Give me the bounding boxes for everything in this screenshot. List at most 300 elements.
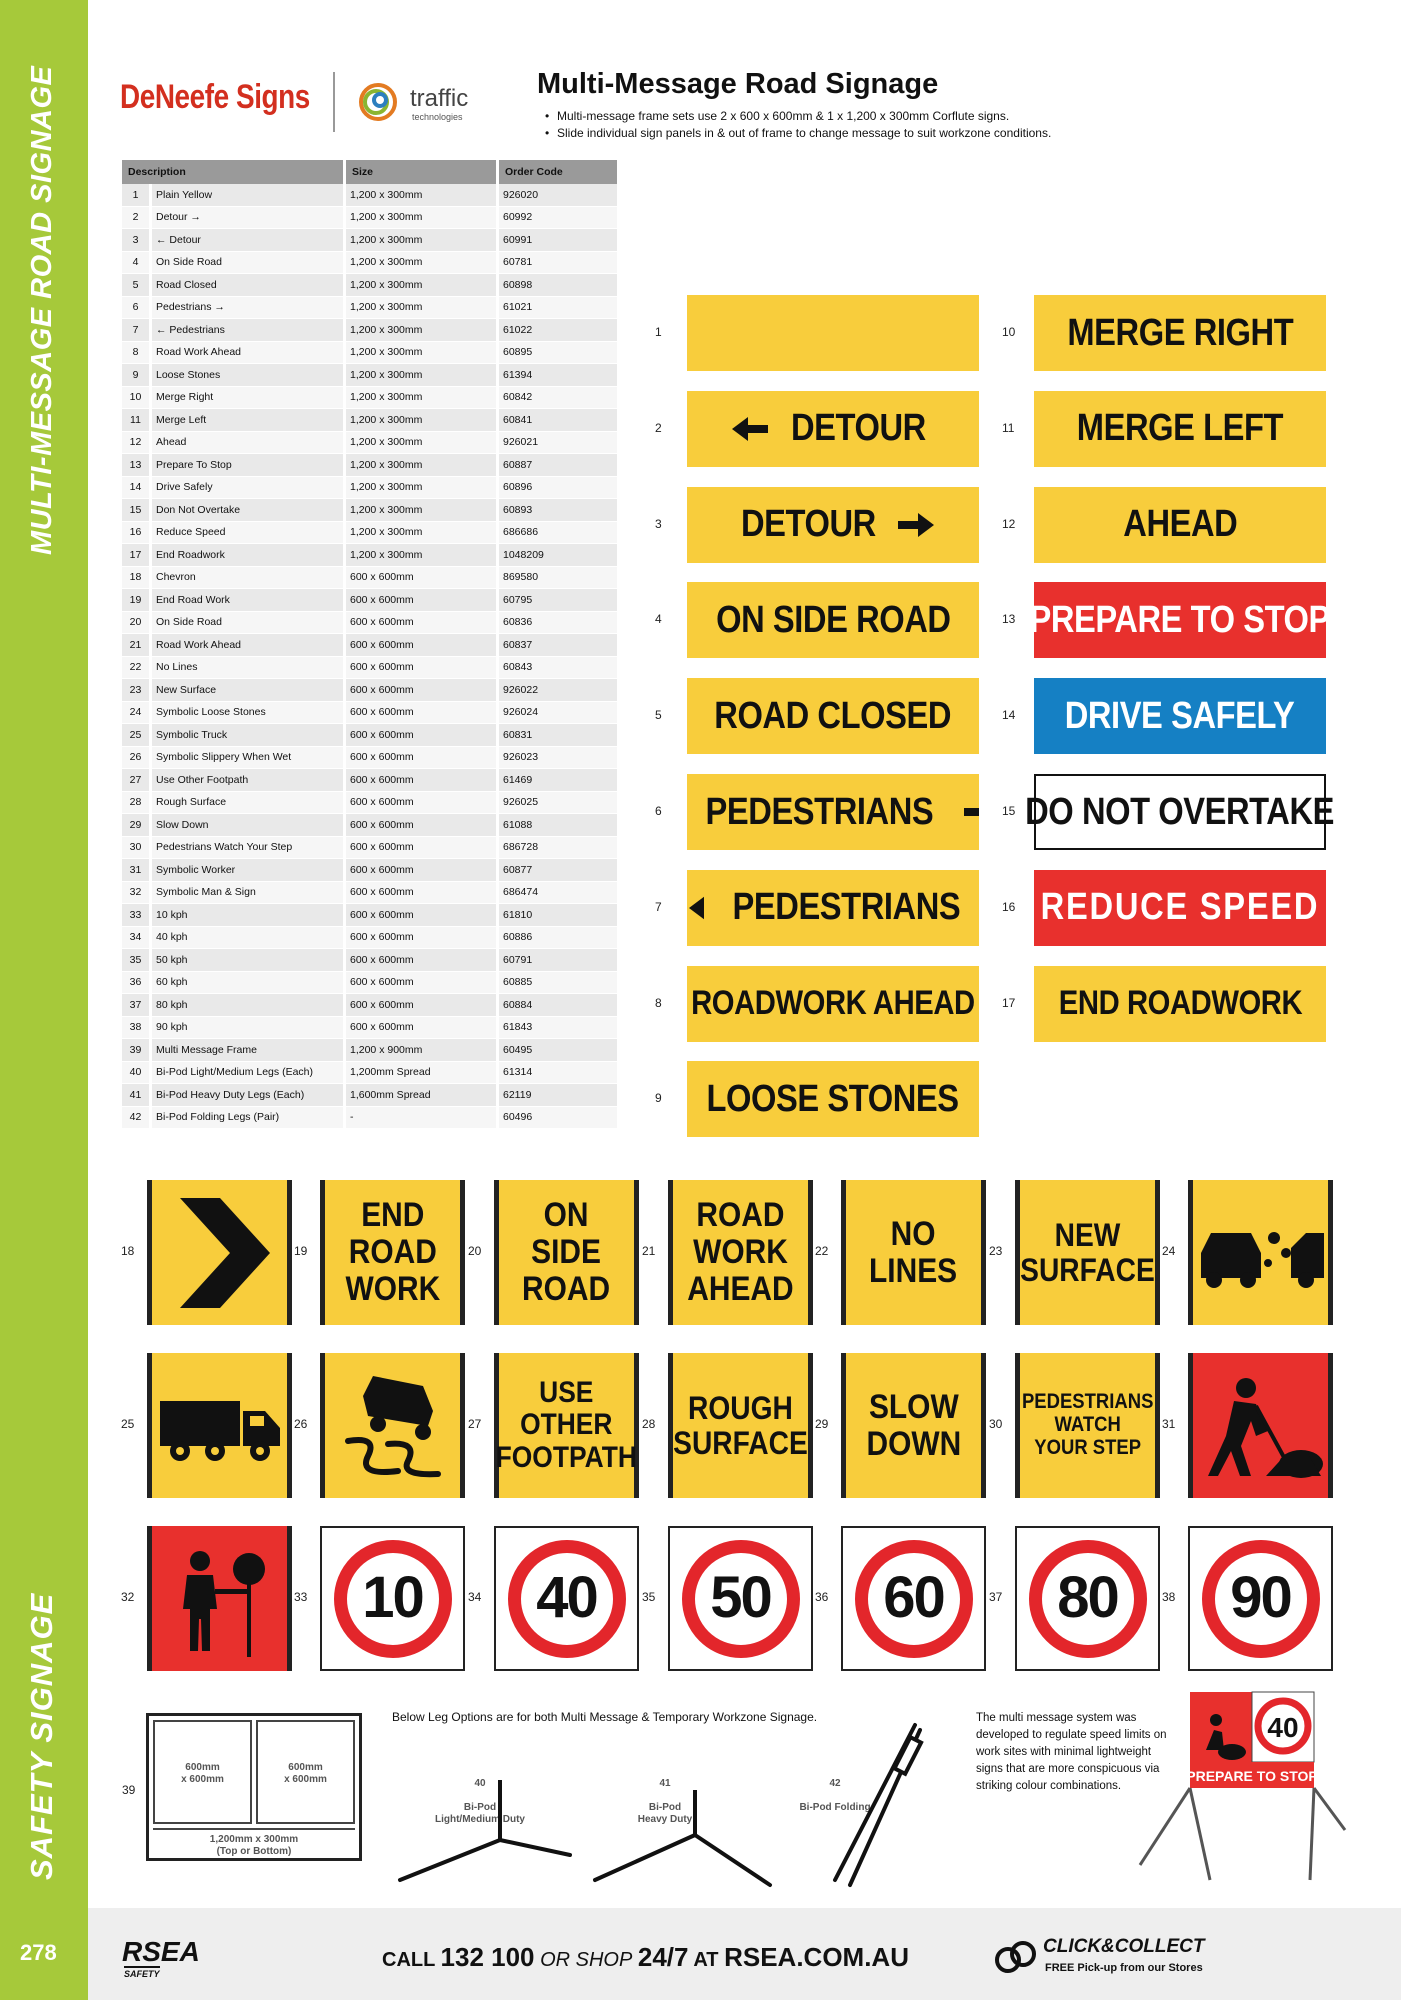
row-description: Symbolic Loose Stones (152, 702, 346, 725)
long-sign-12 (1034, 487, 1326, 563)
table-row (122, 274, 620, 297)
row-order-code: 61022 (499, 319, 620, 342)
table-header-row (122, 160, 620, 184)
row-number: 24 (122, 702, 152, 725)
speed-limit-value: 50 (710, 1565, 771, 1631)
row-number: 8 (122, 342, 152, 365)
row-description: Pedestrians Watch Your Step (152, 837, 346, 860)
row-size: - (346, 1107, 499, 1130)
chevron-icon (160, 1193, 280, 1313)
call-label: CALL (382, 1949, 435, 1971)
row-order-code: 60841 (499, 409, 620, 432)
square-sign-29 (841, 1353, 986, 1498)
row-number: 12 (122, 432, 152, 455)
square-sign-27 (494, 1353, 639, 1498)
long-sign-number: 13 (1002, 612, 1016, 627)
square-sign-25 (147, 1353, 292, 1498)
square-sign-36 (841, 1526, 986, 1671)
row-order-code: 60898 (499, 274, 620, 297)
speed-limit-ring (1029, 1540, 1147, 1658)
square-sign-37 (1015, 1526, 1160, 1671)
long-sign-number: 7 (655, 899, 662, 914)
row-size: 1,200 x 300mm (346, 274, 499, 297)
traffic-logo-icon (350, 72, 500, 132)
row-number: 1 (122, 184, 152, 207)
row-size: 600 x 600mm (346, 994, 499, 1017)
table-row (122, 229, 620, 252)
row-size: 600 x 600mm (346, 724, 499, 747)
long-sign-number: 11 (1002, 420, 1015, 435)
phone-number[interactable]: 132 100 (440, 1942, 535, 1972)
long-sign-number: 8 (655, 995, 662, 1010)
truck-icon (155, 1386, 285, 1466)
row-size: 1,200 x 900mm (346, 1039, 499, 1062)
row-size: 1,200 x 300mm (346, 499, 499, 522)
square-sign-number: 35 (642, 1590, 656, 1604)
row-number: 19 (122, 589, 152, 612)
square-sign-number: 22 (815, 1244, 829, 1258)
row-order-code: 61810 (499, 904, 620, 927)
long-sign-15 (1025, 774, 1335, 850)
row-number: 41 (122, 1084, 152, 1107)
square-sign-38 (1188, 1526, 1333, 1671)
row-description: ← Detour (152, 229, 346, 252)
speed-limit-ring (508, 1540, 626, 1658)
website-link[interactable]: RSEA.COM.AU (724, 1942, 909, 1972)
multi-message-note: The multi message system was developed to regulate speed limits on work sites with minimal lightweight signs that are more conspicuous via striking colour combinations. (976, 1712, 1167, 1792)
square-sign-number: 30 (989, 1417, 1003, 1431)
row-order-code: 926023 (499, 747, 620, 770)
row-size: 600 x 600mm (346, 634, 499, 657)
row-description: Merge Right (152, 387, 346, 410)
square-sign-number: 27 (468, 1417, 482, 1431)
bullet-item: • Multi-message frame sets use 2 x 600 x 600mm & 1 x 1,200 x 300mm Corflute signs. (545, 108, 1051, 125)
row-order-code: 926025 (499, 792, 620, 815)
bipod-light-icon (390, 1780, 590, 1890)
square-sign-19 (320, 1180, 465, 1325)
long-sign-16 (1034, 870, 1326, 946)
table-row (122, 297, 620, 320)
row-description: Symbolic Truck (152, 724, 346, 747)
long-sign-text: DETOUR (790, 407, 926, 450)
table-row (122, 814, 620, 837)
click-collect-sub: FREE Pick-up from our Stores (1045, 1962, 1203, 1974)
row-order-code: 60495 (499, 1039, 620, 1062)
row-description: On Side Road (152, 612, 346, 635)
square-sign-28 (668, 1353, 813, 1498)
row-size: 600 x 600mm (346, 904, 499, 927)
long-sign-number: 12 (1002, 516, 1016, 531)
long-sign-text: AHEAD (1122, 503, 1238, 546)
deneefe-logo: DeNeefe Signs (120, 78, 310, 116)
row-order-code: 926021 (499, 432, 620, 455)
row-number: 3 (122, 229, 152, 252)
long-sign-text: PREPARE TO STOP (1029, 598, 1331, 641)
row-order-code: 61394 (499, 364, 620, 387)
square-sign-number: 33 (294, 1590, 308, 1604)
row-size: 1,200 x 300mm (346, 319, 499, 342)
hours: 24/7 (637, 1942, 689, 1972)
long-sign-number: 10 (1002, 325, 1016, 339)
table-row (122, 882, 620, 905)
row-description: Pedestrians → (152, 297, 346, 320)
row-description: New Surface (152, 679, 346, 702)
row-description: Symbolic Worker (152, 859, 346, 882)
long-sign-number: 4 (655, 612, 662, 627)
row-number: 6 (122, 297, 152, 320)
table-row (122, 184, 620, 207)
photo-speed: 40 (1267, 1712, 1299, 1743)
row-size: 600 x 600mm (346, 792, 499, 815)
row-size: 1,200 x 300mm (346, 297, 499, 320)
table-row (122, 522, 620, 545)
row-number: 18 (122, 567, 152, 590)
table-row (122, 499, 620, 522)
row-order-code: 686686 (499, 522, 620, 545)
row-order-code: 1048209 (499, 544, 620, 567)
loose-stones-icon (1196, 1208, 1326, 1298)
long-sign-8 (687, 966, 979, 1042)
row-size: 600 x 600mm (346, 747, 499, 770)
row-number: 27 (122, 769, 152, 792)
table-row (122, 207, 620, 230)
long-sign-number: 16 (1002, 899, 1016, 914)
row-number: 31 (122, 859, 152, 882)
side-label-top: MULTI-MESSAGE ROAD SIGNAGE (26, 65, 58, 555)
long-sign-number: 5 (655, 708, 662, 723)
square-sign-number: 28 (642, 1417, 656, 1431)
row-size: 1,600mm Spread (346, 1084, 499, 1107)
logo-divider (333, 72, 335, 132)
row-number: 33 (122, 904, 152, 927)
row-order-code: 60884 (499, 994, 620, 1017)
row-number: 25 (122, 724, 152, 747)
row-description: Symbolic Man & Sign (152, 882, 346, 905)
table-row (122, 657, 620, 680)
table-row (122, 477, 620, 500)
table-row (122, 927, 620, 950)
row-description: 90 kph (152, 1017, 346, 1040)
row-description: 50 kph (152, 949, 346, 972)
click-collect-icon (993, 1938, 1039, 1978)
row-size: 600 x 600mm (346, 882, 499, 905)
table-row (122, 702, 620, 725)
square-sign-number: 29 (815, 1417, 829, 1431)
row-size: 600 x 600mm (346, 972, 499, 995)
table-row (122, 454, 620, 477)
arrow-left-icon (687, 892, 704, 924)
row-order-code: 61088 (499, 814, 620, 837)
row-size: 1,200 x 300mm (346, 207, 499, 230)
table-row (122, 252, 620, 275)
row-description: Use Other Footpath (152, 769, 346, 792)
row-order-code: 686728 (499, 837, 620, 860)
traffic-logo-text: traffic (410, 85, 469, 112)
row-size: 1,200 x 300mm (346, 409, 499, 432)
long-sign-text: MERGE LEFT (1076, 407, 1284, 450)
square-sign-26 (320, 1353, 465, 1498)
long-sign-text: PEDESTRIANS (732, 886, 961, 929)
row-description: ← Pedestrians (152, 319, 346, 342)
square-sign-text: NEW SURFACE (1020, 1216, 1155, 1288)
table-row (122, 612, 620, 635)
at-label: AT (693, 1949, 719, 1971)
row-order-code: 60781 (499, 252, 620, 275)
row-order-code: 60791 (499, 949, 620, 972)
click-collect-title: CLICK&COLLECT (1043, 1936, 1205, 1957)
row-number: 11 (122, 409, 152, 432)
row-order-code: 60896 (499, 477, 620, 500)
square-sign-number: 25 (121, 1417, 135, 1431)
table-row (122, 567, 620, 590)
row-size: 1,200 x 300mm (346, 364, 499, 387)
table-row (122, 387, 620, 410)
leg-desc: Bi-Pod Light/Medium Duty (435, 1802, 525, 1825)
frame-panel-right: 600mm x 600mm (256, 1720, 355, 1824)
row-size: 1,200 x 300mm (346, 477, 499, 500)
row-number: 15 (122, 499, 152, 522)
row-order-code: 926022 (499, 679, 620, 702)
row-size: 1,200mm Spread (346, 1062, 499, 1085)
row-order-code: 926024 (499, 702, 620, 725)
long-sign-9 (687, 1061, 979, 1137)
square-sign-20 (494, 1180, 639, 1325)
row-description: Chevron (152, 567, 346, 590)
row-number: 35 (122, 949, 152, 972)
square-sign-31 (1188, 1353, 1333, 1498)
row-order-code: 869580 (499, 567, 620, 590)
row-number: 2 (122, 207, 152, 230)
row-number: 17 (122, 544, 152, 567)
row-description: End Roadwork (152, 544, 346, 567)
long-sign-number: 17 (1002, 995, 1016, 1010)
row-size: 1,200 x 300mm (346, 184, 499, 207)
long-sign-number: 6 (655, 804, 662, 818)
row-description: Road Work Ahead (152, 634, 346, 657)
leg-desc: Bi-Pod Heavy Duty (637, 1802, 693, 1825)
or-shop-label: OR SHOP (540, 1949, 633, 1971)
arrow-right-icon (962, 796, 979, 828)
slippery-car-icon (328, 1366, 458, 1486)
long-sign-17 (1034, 966, 1326, 1042)
square-sign-23 (1015, 1180, 1160, 1325)
bullet-item: • Slide individual sign panels in & out of frame to change message to suit workzone conditions. (545, 125, 1051, 142)
square-sign-number: 34 (468, 1590, 482, 1604)
row-size: 1,200 x 300mm (346, 387, 499, 410)
speed-limit-value: 60 (883, 1565, 944, 1631)
square-sign-number: 32 (121, 1590, 135, 1604)
long-sign-text: LOOSE STONES (706, 1077, 960, 1120)
row-description: Multi Message Frame (152, 1039, 346, 1062)
call-line (382, 1942, 909, 1973)
square-sign-number: 26 (294, 1417, 308, 1431)
long-sign-text: MERGE RIGHT (1067, 311, 1293, 354)
row-number: 22 (122, 657, 152, 680)
table-row (122, 1107, 620, 1130)
col-size: Size (346, 160, 499, 184)
multi-message-frame (146, 1713, 362, 1861)
row-number: 42 (122, 1107, 152, 1130)
square-sign-text: USE OTHER FOOTPATH (495, 1375, 638, 1474)
speed-limit-ring (334, 1540, 452, 1658)
speed-limit-value: 90 (1230, 1565, 1291, 1631)
speed-limit-value: 80 (1057, 1565, 1118, 1631)
row-order-code: 60843 (499, 657, 620, 680)
row-order-code: 61843 (499, 1017, 620, 1040)
row-number: 36 (122, 972, 152, 995)
square-sign-text: ROUGH SURFACE (673, 1389, 808, 1461)
speed-limit-value: 40 (536, 1565, 597, 1631)
row-number: 28 (122, 792, 152, 815)
table-row (122, 1084, 620, 1107)
table-row (122, 409, 620, 432)
arrow-right-icon (896, 509, 936, 541)
square-sign-number: 18 (121, 1244, 135, 1258)
speed-limit-value: 10 (362, 1565, 423, 1631)
leg-number: 40 (474, 1778, 486, 1789)
table-row (122, 994, 620, 1017)
long-sign-text: PEDESTRIANS (705, 790, 934, 833)
square-sign-text: END ROAD WORK (345, 1196, 440, 1308)
row-size: 600 x 600mm (346, 837, 499, 860)
row-size: 1,200 x 300mm (346, 522, 499, 545)
row-number: 4 (122, 252, 152, 275)
row-description: Plain Yellow (152, 184, 346, 207)
bullet-list (545, 108, 1051, 142)
square-sign-text: SLOW DOWN (866, 1387, 961, 1463)
side-label-bottom: SAFETY SIGNAGE (24, 1592, 59, 1880)
row-order-code: 60795 (499, 589, 620, 612)
long-sign-number: 3 (655, 516, 662, 531)
bipod-folding-icon (820, 1720, 930, 1890)
rsea-logo: RSEA (122, 1936, 200, 1967)
row-number: 29 (122, 814, 152, 837)
long-sign-text: DETOUR (740, 503, 876, 546)
long-sign-text: ROADWORK AHEAD (691, 984, 975, 1023)
long-sign-4 (687, 582, 979, 658)
row-size: 1,200 x 300mm (346, 544, 499, 567)
row-order-code: 926020 (499, 184, 620, 207)
man-and-sign-icon (155, 1539, 285, 1659)
square-sign-text: ON SIDE ROAD (522, 1196, 611, 1308)
row-size: 600 x 600mm (346, 859, 499, 882)
row-description: 80 kph (152, 994, 346, 1017)
row-description: 40 kph (152, 927, 346, 950)
square-sign-text: PEDESTRIANS WATCH YOUR STEP (1021, 1390, 1154, 1459)
long-sign-1 (687, 295, 979, 371)
table-row (122, 432, 620, 455)
long-sign-text: END ROADWORK (1058, 984, 1302, 1023)
row-order-code: 61469 (499, 769, 620, 792)
row-number: 26 (122, 747, 152, 770)
row-number: 32 (122, 882, 152, 905)
row-order-code: 60877 (499, 859, 620, 882)
square-sign-32 (147, 1526, 292, 1671)
square-sign-22 (841, 1180, 986, 1325)
table-row (122, 319, 620, 342)
row-number: 9 (122, 364, 152, 387)
frame-panel-left: 600mm x 600mm (153, 1720, 252, 1824)
row-description: Rough Surface (152, 792, 346, 815)
row-order-code: 60992 (499, 207, 620, 230)
frame-number: 39 (122, 1783, 136, 1797)
row-description: Detour → (152, 207, 346, 230)
table-row (122, 634, 620, 657)
row-description: Reduce Speed (152, 522, 346, 545)
row-description: Slow Down (152, 814, 346, 837)
row-description: Don Not Overtake (152, 499, 346, 522)
photo-caption: PREPARE TO STOP (1186, 1768, 1318, 1784)
bipod-heavy-icon (585, 1790, 785, 1900)
table-row (122, 364, 620, 387)
square-sign-35 (668, 1526, 813, 1671)
row-size: 1,200 x 300mm (346, 432, 499, 455)
frame-rail (153, 1828, 355, 1830)
row-size: 600 x 600mm (346, 769, 499, 792)
long-sign-7 (687, 870, 979, 946)
row-size: 600 x 600mm (346, 1017, 499, 1040)
row-order-code: 686474 (499, 882, 620, 905)
table-row (122, 724, 620, 747)
long-sign-number: 1 (655, 325, 662, 339)
row-description: Bi-Pod Light/Medium Legs (Each) (152, 1062, 346, 1085)
long-sign-number: 9 (655, 1091, 662, 1106)
row-description: Road Work Ahead (152, 342, 346, 365)
leg-number: 42 (829, 1778, 841, 1789)
row-description: Prepare To Stop (152, 454, 346, 477)
arrow-left-icon (730, 413, 770, 445)
row-order-code: 60887 (499, 454, 620, 477)
row-description: 10 kph (152, 904, 346, 927)
worker-icon (1196, 1366, 1326, 1486)
row-size: 600 x 600mm (346, 657, 499, 680)
long-sign-text: DO NOT OVERTAKE (1025, 790, 1335, 833)
row-size: 600 x 600mm (346, 567, 499, 590)
row-description: 60 kph (152, 972, 346, 995)
row-description: Drive Safely (152, 477, 346, 500)
row-order-code: 62119 (499, 1084, 620, 1107)
long-sign-13 (1029, 582, 1331, 658)
traffic-technologies-logo (350, 72, 500, 132)
leg-options-note: Below Leg Options are for both Multi Message & Temporary Workzone Signage. (392, 1710, 818, 1724)
row-order-code: 60496 (499, 1107, 620, 1130)
square-sign-number: 21 (642, 1244, 656, 1258)
rsea-logo-sub: SAFETY (124, 1966, 160, 1979)
square-sign-24 (1188, 1180, 1333, 1325)
square-sign-34 (494, 1526, 639, 1671)
row-size: 1,200 x 300mm (346, 229, 499, 252)
table-row (122, 859, 620, 882)
square-sign-number: 37 (989, 1590, 1003, 1604)
page-title: Multi-Message Road Signage (537, 68, 939, 100)
square-sign-number: 36 (815, 1590, 829, 1604)
leg-desc: Bi-Pod Folding (799, 1802, 871, 1813)
row-number: 23 (122, 679, 152, 702)
row-description: Ahead (152, 432, 346, 455)
row-number: 14 (122, 477, 152, 500)
row-number: 5 (122, 274, 152, 297)
row-size: 600 x 600mm (346, 949, 499, 972)
square-sign-number: 31 (1162, 1417, 1176, 1431)
row-description: End Road Work (152, 589, 346, 612)
table-row (122, 1062, 620, 1085)
row-number: 13 (122, 454, 152, 477)
square-sign-number: 19 (294, 1244, 308, 1258)
row-number: 34 (122, 927, 152, 950)
speed-limit-ring (682, 1540, 800, 1658)
row-order-code: 61314 (499, 1062, 620, 1085)
table-row (122, 837, 620, 860)
